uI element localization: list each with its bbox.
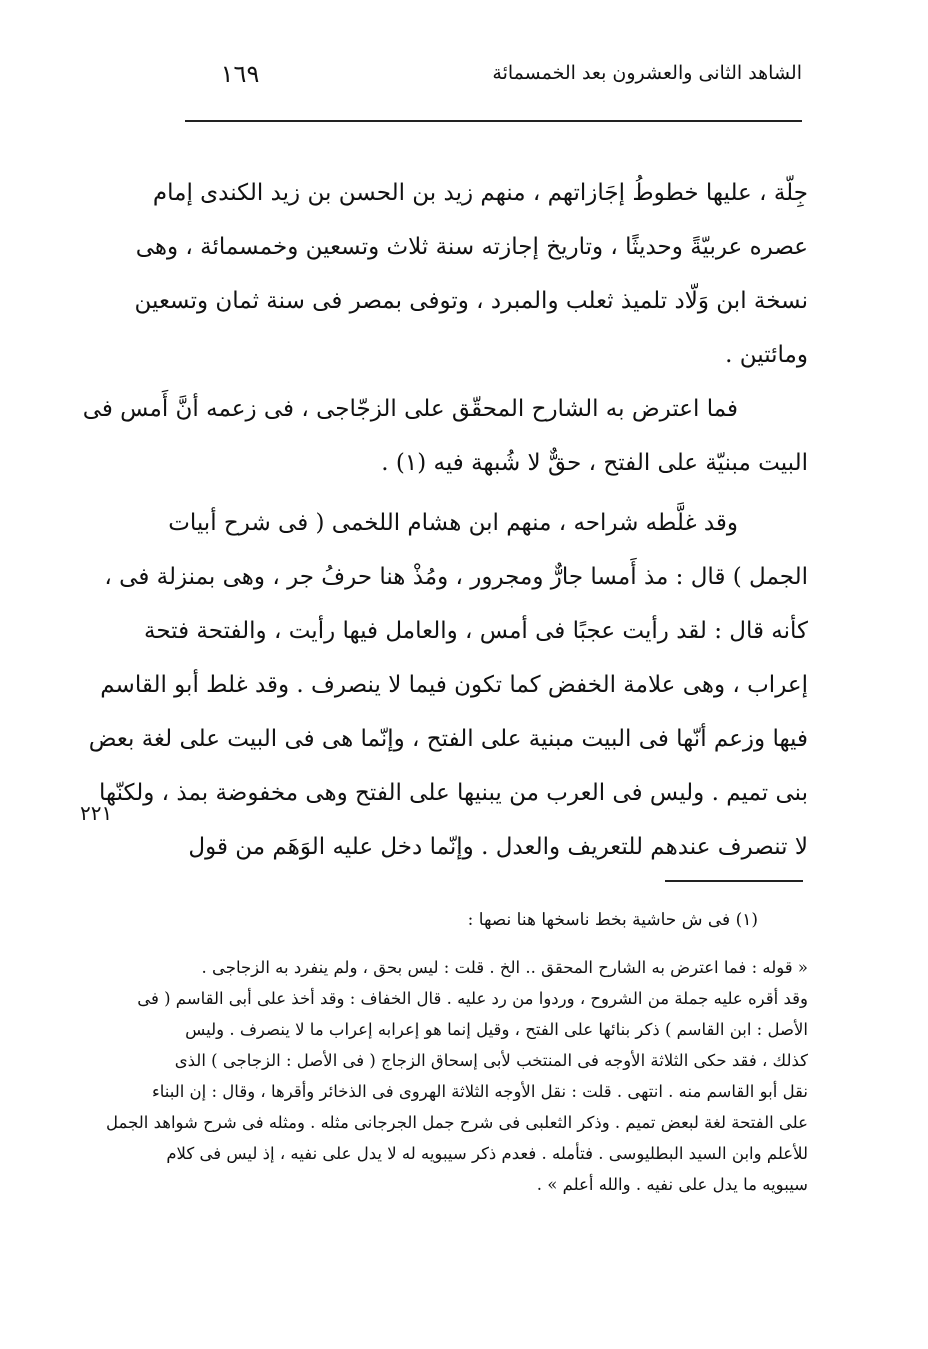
footnote-line: وقد أقره عليه جملة من الشروح ، وردوا من رد عليه . قال الخفاف : وقد أخذ على أبى القاسم ( فى: [137, 989, 808, 1008]
text-line: فما اعترض به الشارح المحقّق على الزجّاجى ، فى زعمه أنَّ أَمس فى: [82, 396, 738, 422]
footnote-line: على الفتحة لغة لبعض تميم . وذكر الثعلبى فى شرح جمل الجرجانى مثله . ومثله فى شرح شواهد الجمل: [106, 1113, 808, 1132]
text-line: فيها وزعم أنّها فى البيت مبنية على الفتح ، وإنّما هى فى البيت على لغة بعض: [88, 726, 808, 752]
text-line: الجمل ) قال : مذ أَمسا جارٌّ ومجرور ، ومُذْ هنا حرفُ جر ، وهى بمنزلة فى ،: [104, 564, 808, 590]
footnote-line: الأصل : ابن القاسم ) ذكر بنائها على الفتح ، وقيل إنما هو إعرابه إعراب ما لا ينصرف . وليس: [185, 1020, 808, 1039]
text-line: ومائتين .: [725, 342, 808, 368]
footnote-heading: (١) فى ش حاشية بخط ناسخها هنا نصها :: [467, 910, 758, 930]
page-number: ١٦٩: [220, 60, 260, 88]
footnote-line: سيبويه ما يدل على نفيه . والله أعلم » .: [536, 1175, 808, 1194]
text-line: لا تنصرف عندهم للتعريف والعدل . وإنّما دخل عليه الوَهَم من قول: [188, 834, 808, 860]
text-line: جِلّة ، عليها خطوطُ إجَازاتهم ، منهم زيد بن الحسن بن زيد الكندى إمام: [152, 180, 808, 206]
text-line: بنى تميم . وليس فى العرب من يبنيها على الفتح وهى مخفوضة بمذ ، ولكنّها: [98, 780, 808, 806]
footnote-body: [106, 952, 808, 1200]
running-header-title: الشاهد الثانى والعشرون بعد الخمسمائة: [492, 62, 802, 84]
footnote-line: « قوله : فما اعترض به الشارح المحقق .. الخ . قلت : ليس بحق ، ولم ينفرد به الزجاجى .: [201, 958, 808, 977]
margin-page-reference: ٢٢١: [80, 801, 113, 825]
text-line: وقد غلَّطه شراحه ، منهم ابن هشام اللخمى ( فى شرح أبيات: [168, 510, 738, 536]
header-rule: [185, 120, 802, 122]
text-line: نسخة ابن وَلّاد تلميذ ثعلب والمبرد ، وتوفى بمصر فى سنة ثمان وتسعين: [134, 288, 808, 314]
text-line: إعراب ، وهى علامة الخفض كما تكون فيما لا ينصرف . وقد غلط أبو القاسم: [100, 672, 808, 698]
text-line: البيت مبنيّة على الفتح ، حقٌّ لا شُبهة فيه (١) .: [381, 450, 808, 476]
paragraph-1: [134, 166, 808, 382]
footnote-line: كذلك ، فقد حكى الثلاثة الأوجه فى المنتخب لأبى إسحاق الزجاج ( فى الأصل : الزجاجى ) الذى: [174, 1051, 808, 1070]
text-line: كأنه قال : لقد رأيت عجبًا فى أمس ، والعامل فيها رأيت ، والفتحة فتحة: [143, 618, 808, 644]
footnote-line: نقل أبو القاسم منه . انتهى . قلت : نقل الأوجه الثلاثة الهروى فى الذخائر وأقرها ، وقال : إن البناء: [151, 1082, 808, 1101]
footnote-rule: [665, 880, 803, 882]
text-line: عصره عربيّةً وحديثًا ، وتاريخ إجازته سنة ثلاث وتسعين وخمسمائة ، وهى: [135, 234, 808, 260]
paragraph-2: [82, 382, 808, 490]
footnote-line: للأعلم وابن السيد البطليوسى . فتأمله . فعدم ذكر سيبويه له لا يدل على نفيه ، إذ ليس فى كلام: [166, 1144, 808, 1163]
